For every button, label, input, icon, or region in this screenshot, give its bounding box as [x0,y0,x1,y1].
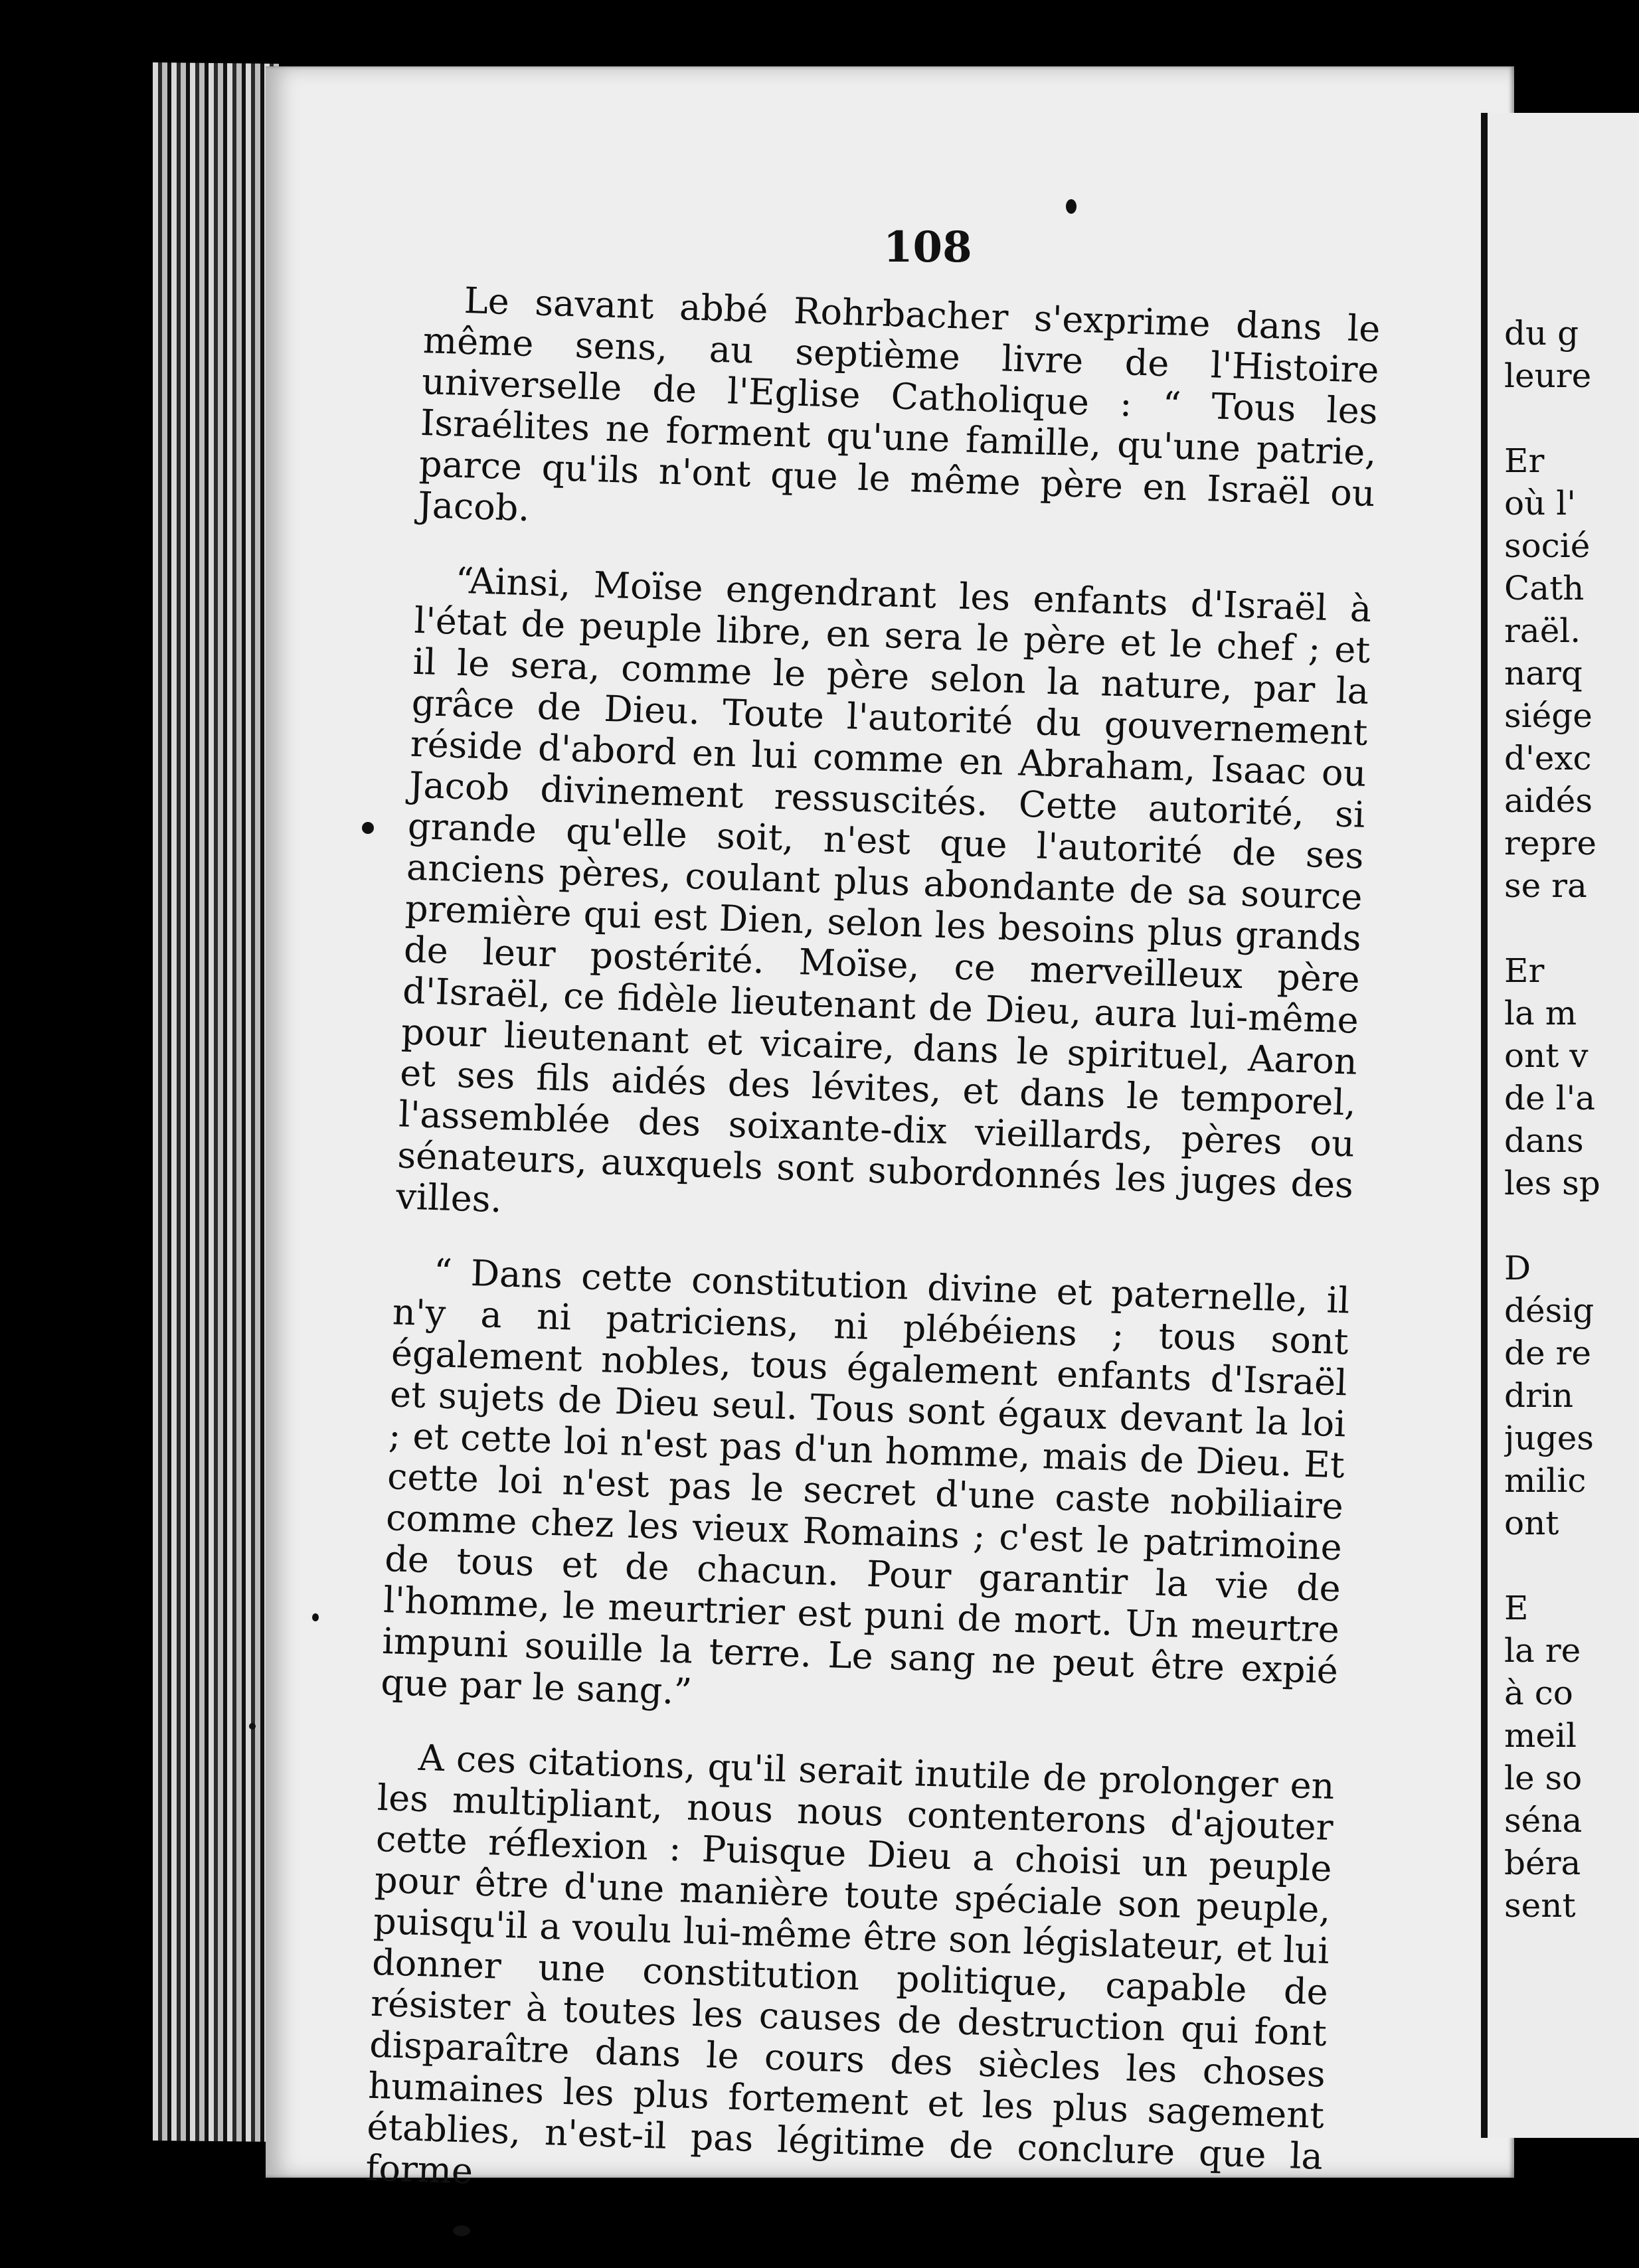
facing-page-line: aidés [1504,781,1593,820]
ink-speck [1066,199,1077,214]
facing-page-line: du g [1504,314,1579,353]
facing-page-line: ont [1504,1504,1559,1542]
facing-page-line: repre [1504,824,1596,862]
page-body-text [364,279,1381,2252]
facing-page-line [1504,1204,1639,1247]
facing-page-line: raël. [1504,611,1581,650]
ink-speck [249,1723,256,1730]
facing-page-line: de re [1504,1334,1591,1372]
ink-speck [312,1613,319,1621]
facing-page-line: ont v [1504,1036,1589,1075]
facing-page-line: D [1504,1249,1531,1287]
facing-page-line: dans [1504,1121,1584,1160]
paragraph-3: “ Dans cette constitution divine et paternelle, il n'y a ni patriciens, ni plébéiens ; tous sont également nobles, tous également enfants d'Israël et sujets de Dieu seul. Tous sont égaux devant la loi ; et cette loi n'est pas d'un homme, mais de Dieu. Et cette loi n'est pas le secret d'une caste nobiliaire comme chez les vieux Romains ; c'est le patrimoine de tous et de chacun. Pour garantir la vie de l'homme, le meurtrier est puni de mort. Un meurtre impuni souille la terre. Le sang ne peut être expié que par le sang.” [380,1251,1351,1713]
paragraph-1: Le savant abbé Rohrbacher s'exprime dans le même sens, au septième livre de l'Histoire universelle de l'Eglise Catholique : “ Tous les Israélites ne forment qu'une famille, qu'une patrie, parce qu'ils n'ont que le même père en Israël ou Jacob. [417,279,1381,530]
book-binding [153,62,279,2142]
facing-page-line: à co [1504,1674,1573,1712]
facing-page-line: siége [1504,696,1593,735]
facing-page-line: E [1504,1589,1529,1627]
facing-page-line [1504,397,1639,440]
facing-page-line: désig [1504,1291,1595,1330]
paragraph-2: “Ainsi, Moïse engendrant les enfants d'Israël à l'état de peuple libre, en sera le père et le chef ; et il le sera, comme le père selon la nature, par la grâce de Dieu. Toute l'autorité du gouvernement réside d'abord en lui comme en Abraham, Isaac ou Jacob divinement ressuscités. Cette autorité, si grande qu'elle soit, n'est que l'autorité de ses anciens pères, coulant plus abondante de sa source première qui est Dien, selon les besoins plus grands de leur postérité. Moïse, ce merveilleux père d'Israël, ce fidèle lieutenant de Dieu, aura lui-même pour lieutenant et vicaire, dans le spirituel, Aaron et ses fils aidés des lévites, et dans le temporel, l'assemblée des soixante-dix vieillards, pères ou sénateurs, auxquels sont subordonnés les juges des villes. [395,559,1373,1221]
facing-page-line [1504,1544,1639,1587]
ink-speck [362,822,374,834]
ink-speck [453,2226,470,2236]
facing-page-line: sent [1504,1886,1576,1925]
facing-page-line: meil [1504,1716,1577,1755]
facing-page-line: le so [1504,1759,1583,1797]
facing-page-line: Cath [1504,569,1585,608]
facing-page-line: leure [1504,357,1592,395]
facing-page-line: narq [1504,654,1583,692]
facing-page-line: la m [1504,994,1577,1032]
facing-page-line: socié [1504,526,1591,565]
facing-page-line: béra [1504,1844,1581,1882]
facing-page-line: où l' [1504,484,1576,523]
facing-page-line: milic [1504,1461,1587,1500]
facing-page-line: séna [1504,1801,1583,1840]
paragraph-4: A ces citations, qu'il serait inutile de prolonger en les multipliant, nous nous contenterons d'ajouter cette réflexion : Puisque Dieu a choisi un peuple pour être d'une manière toute spéciale son peuple, puisqu'il a voulu lui-même être son législateur, et lui donner une constitution politique, capable de résister à toutes les causes de destruction qui font disparaître dans le cours des siècles les choses humaines les plus fortement et les plus sagement établies, n'est-il pas légitime de conclure que la forme [365,1736,1336,2192]
facing-page-line: la re [1504,1631,1581,1670]
facing-page-line: se ra [1504,866,1587,905]
facing-page-line [1504,907,1639,949]
facing-page-line: Er [1504,951,1545,990]
facing-page-line: les sp [1504,1164,1600,1202]
facing-page-line: de l'a [1504,1079,1596,1117]
facing-page-line: Er [1504,442,1545,480]
facing-page-text [1504,312,1639,1927]
facing-page-line: drin [1504,1376,1574,1415]
facing-page-line: juges [1504,1419,1594,1457]
facing-page-line: d'exc [1504,739,1592,777]
page-number: 108 [883,222,972,272]
